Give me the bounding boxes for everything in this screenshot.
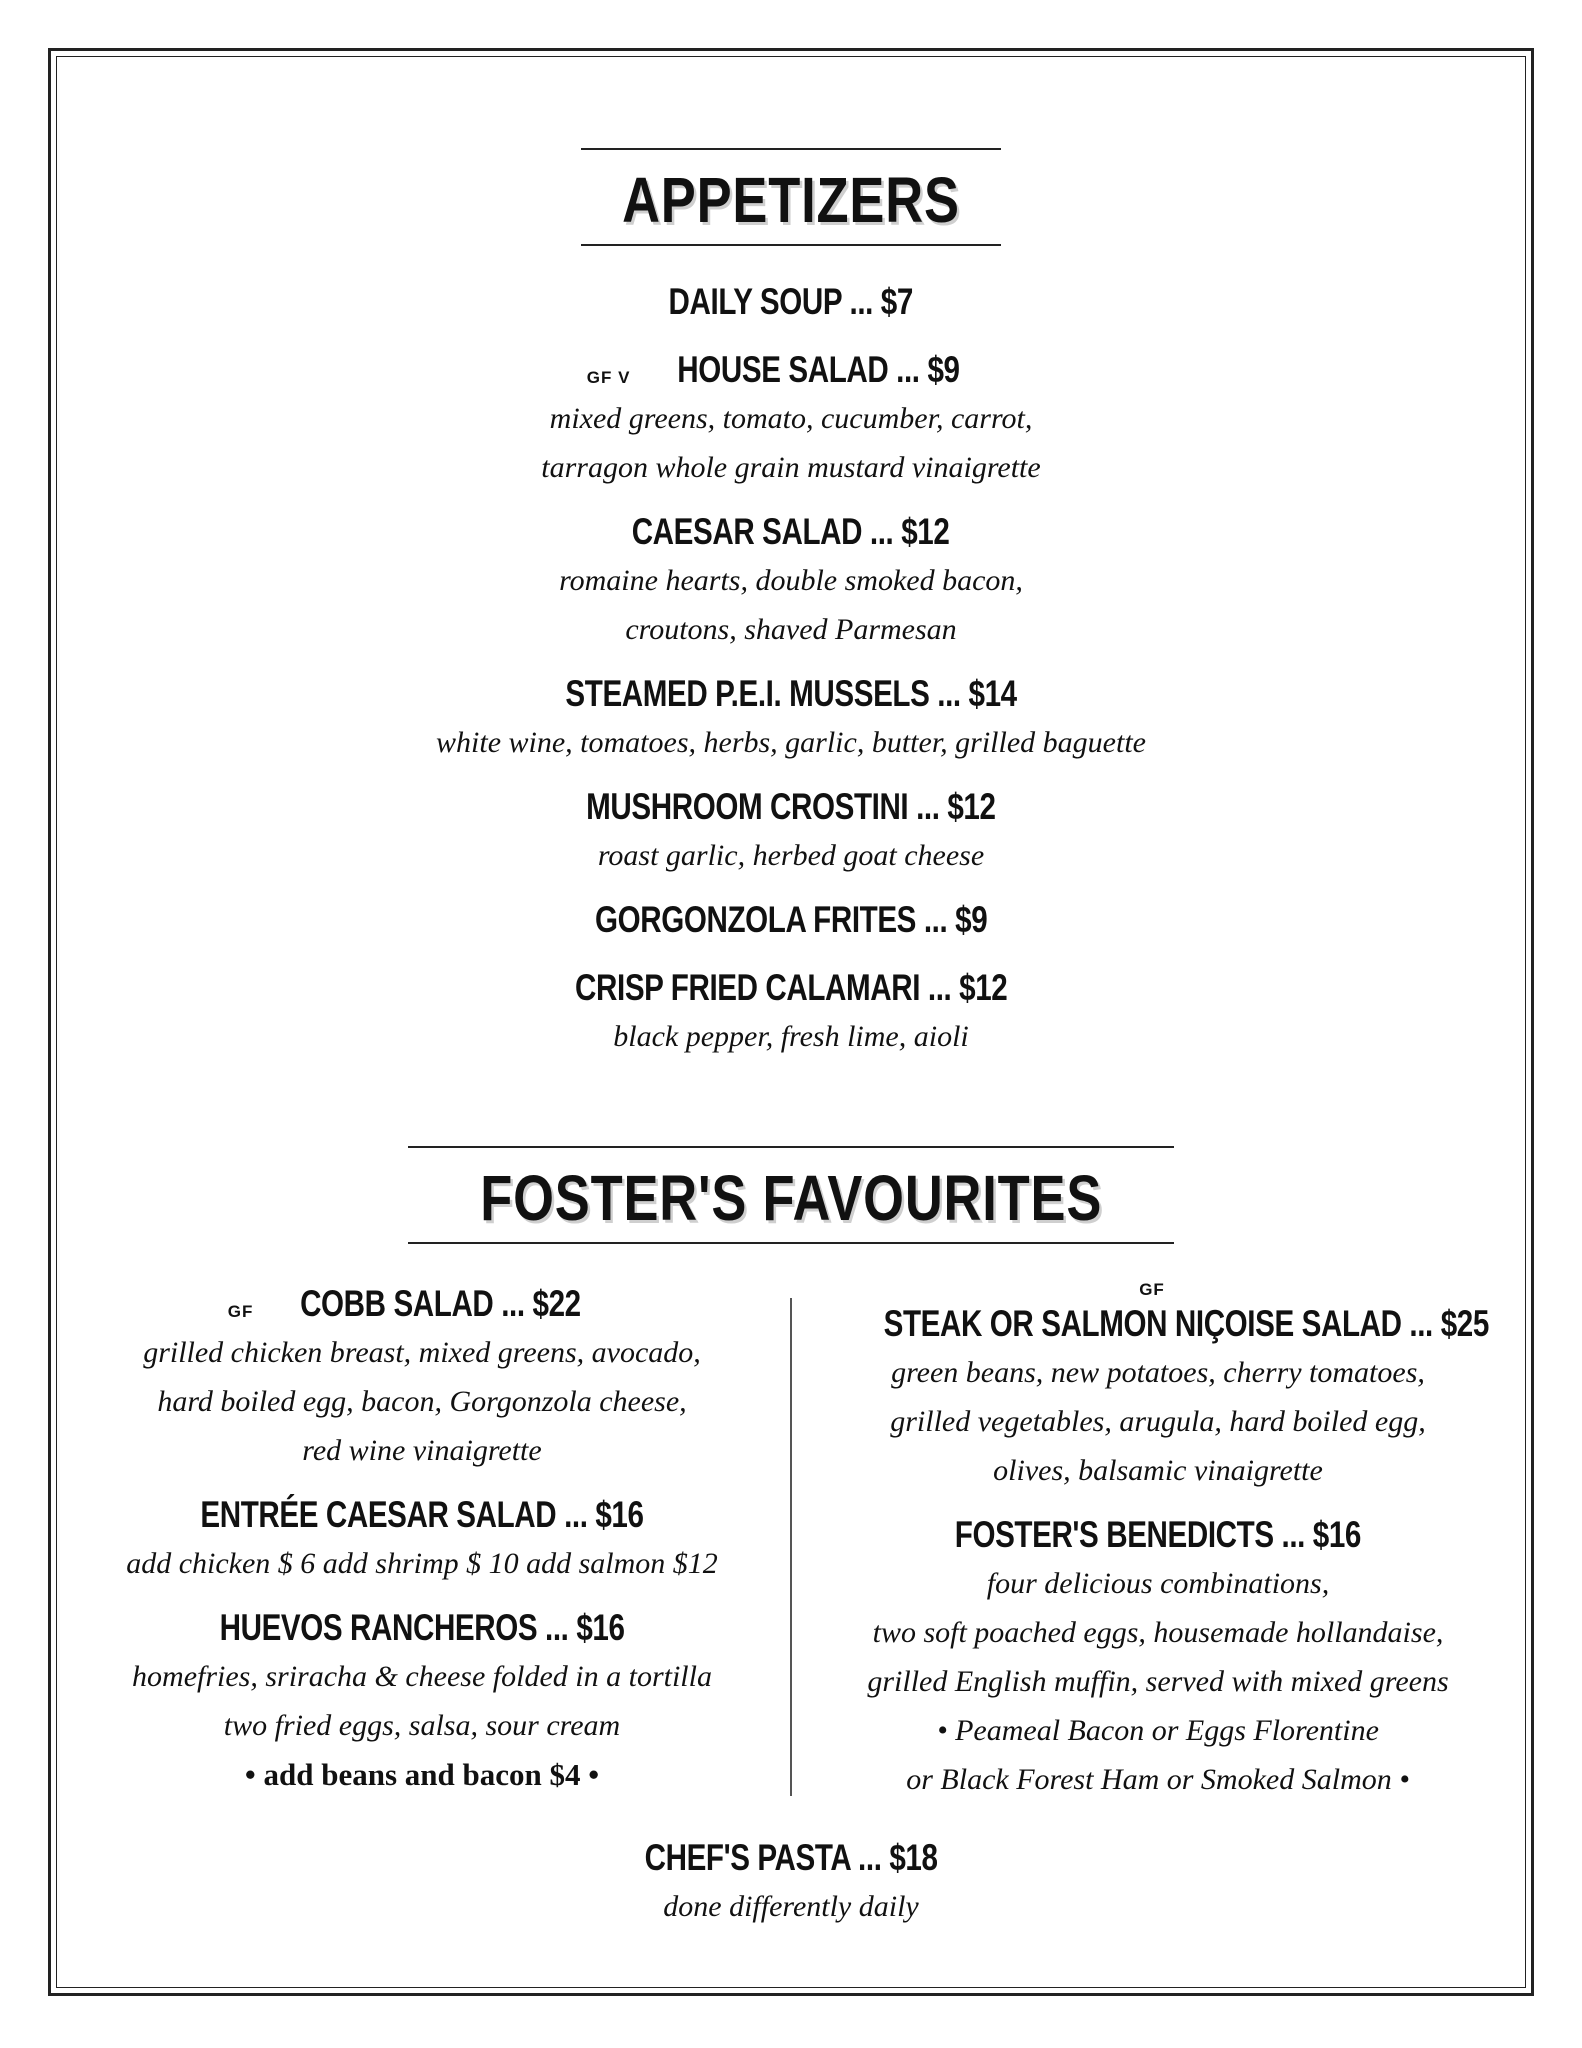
menu-item <box>0 346 1582 394</box>
item-name: HUEVOS RANCHEROS ... $16 <box>219 1607 625 1648</box>
dietary-tags: GF V <box>586 368 631 388</box>
appetizers-list <box>0 278 1582 1061</box>
item-desc: four delicious combinations, <box>986 1567 1330 1600</box>
menu-item <box>0 1834 1582 1882</box>
appetizers-header <box>0 148 1582 246</box>
item-desc: or Black Forest Ham or Smoked Salmon • <box>906 1763 1410 1796</box>
item-name: GORGONZOLA FRITES ... $9 <box>594 899 988 940</box>
item-desc: hard boiled egg, bacon, Gorgonzola cheese, <box>157 1385 687 1418</box>
favourites-right-column <box>808 1280 1508 1804</box>
menu-item <box>0 964 1582 1012</box>
item-name: MUSHROOM CROSTINI ... $12 <box>586 786 996 827</box>
item-desc: olives, balsamic vinaigrette <box>993 1454 1323 1487</box>
item-name: CRISP FRIED CALAMARI ... $12 <box>574 967 1008 1008</box>
item-desc: done differently daily <box>663 1890 919 1923</box>
column-divider <box>790 1298 792 1796</box>
item-desc: roast garlic, herbed goat cheese <box>597 839 985 872</box>
item-name: HOUSE SALAD ... $9 <box>677 349 960 390</box>
appetizers-title: APPETIZERS <box>622 164 960 236</box>
menu-item <box>808 1511 1508 1559</box>
item-name: STEAK OR SALMON NIÇOISE SALAD ... $25 <box>883 1303 1489 1344</box>
menu-item <box>0 508 1582 556</box>
item-desc: • Peameal Bacon or Eggs Florentine <box>937 1714 1379 1747</box>
item-desc: green beans, new potatoes, cherry tomatoes, <box>891 1356 1425 1389</box>
menu-item <box>0 278 1582 326</box>
item-desc: black pepper, fresh lime, aioli <box>613 1020 969 1053</box>
menu-item <box>0 670 1582 718</box>
item-desc: white wine, tomatoes, herbs, garlic, butter, grilled baguette <box>436 726 1146 759</box>
item-name: STEAMED P.E.I. MUSSELS ... $14 <box>565 673 1017 714</box>
item-desc: croutons, shaved Parmesan <box>625 613 957 646</box>
menu-item <box>0 896 1582 944</box>
item-desc: tarragon whole grain mustard vinaigrette <box>541 451 1041 484</box>
item-desc: grilled chicken breast, mixed greens, avocado, <box>143 1336 701 1369</box>
favourites-left-column <box>82 1280 762 1799</box>
item-addon-note: • add beans and bacon $4 • <box>244 1757 600 1792</box>
dietary-tags: GF <box>227 1302 254 1322</box>
menu-item <box>0 783 1582 831</box>
favourites-header <box>0 1146 1582 1244</box>
item-desc: romaine hearts, double smoked bacon, <box>559 564 1023 597</box>
favourites-title: FOSTER'S FAVOURITES <box>480 1162 1102 1234</box>
item-name: CHEF'S PASTA ... $18 <box>644 1837 938 1878</box>
item-name: COBB SALAD ... $22 <box>300 1283 582 1324</box>
menu-item <box>82 1491 762 1539</box>
dietary-tags: GF <box>1139 1280 1165 1299</box>
item-desc: grilled vegetables, arugula, hard boiled egg, <box>890 1405 1426 1438</box>
menu-item <box>808 1280 1508 1348</box>
item-desc: homefries, sriracha & cheese folded in a tortilla <box>132 1660 712 1693</box>
item-desc: add chicken $ 6 add shrimp $ 10 add salmon $12 <box>126 1547 718 1580</box>
item-name: ENTRÉE CAESAR SALAD ... $16 <box>200 1494 644 1535</box>
item-desc: red wine vinaigrette <box>302 1434 542 1467</box>
item-desc: two soft poached eggs, housemade hollandaise, <box>872 1616 1444 1649</box>
item-name: DAILY SOUP ... $7 <box>668 281 914 322</box>
item-desc: grilled English muffin, served with mixed greens <box>867 1665 1449 1698</box>
menu-item <box>82 1280 762 1328</box>
item-desc: mixed greens, tomato, cucumber, carrot, <box>549 402 1033 435</box>
item-desc: two fried eggs, salsa, sour cream <box>223 1709 621 1742</box>
menu-item <box>82 1604 762 1652</box>
favourites-bottom <box>0 1834 1582 1931</box>
item-name: CAESAR SALAD ... $12 <box>632 511 950 552</box>
item-name: FOSTER'S BENEDICTS ... $16 <box>954 1514 1362 1555</box>
